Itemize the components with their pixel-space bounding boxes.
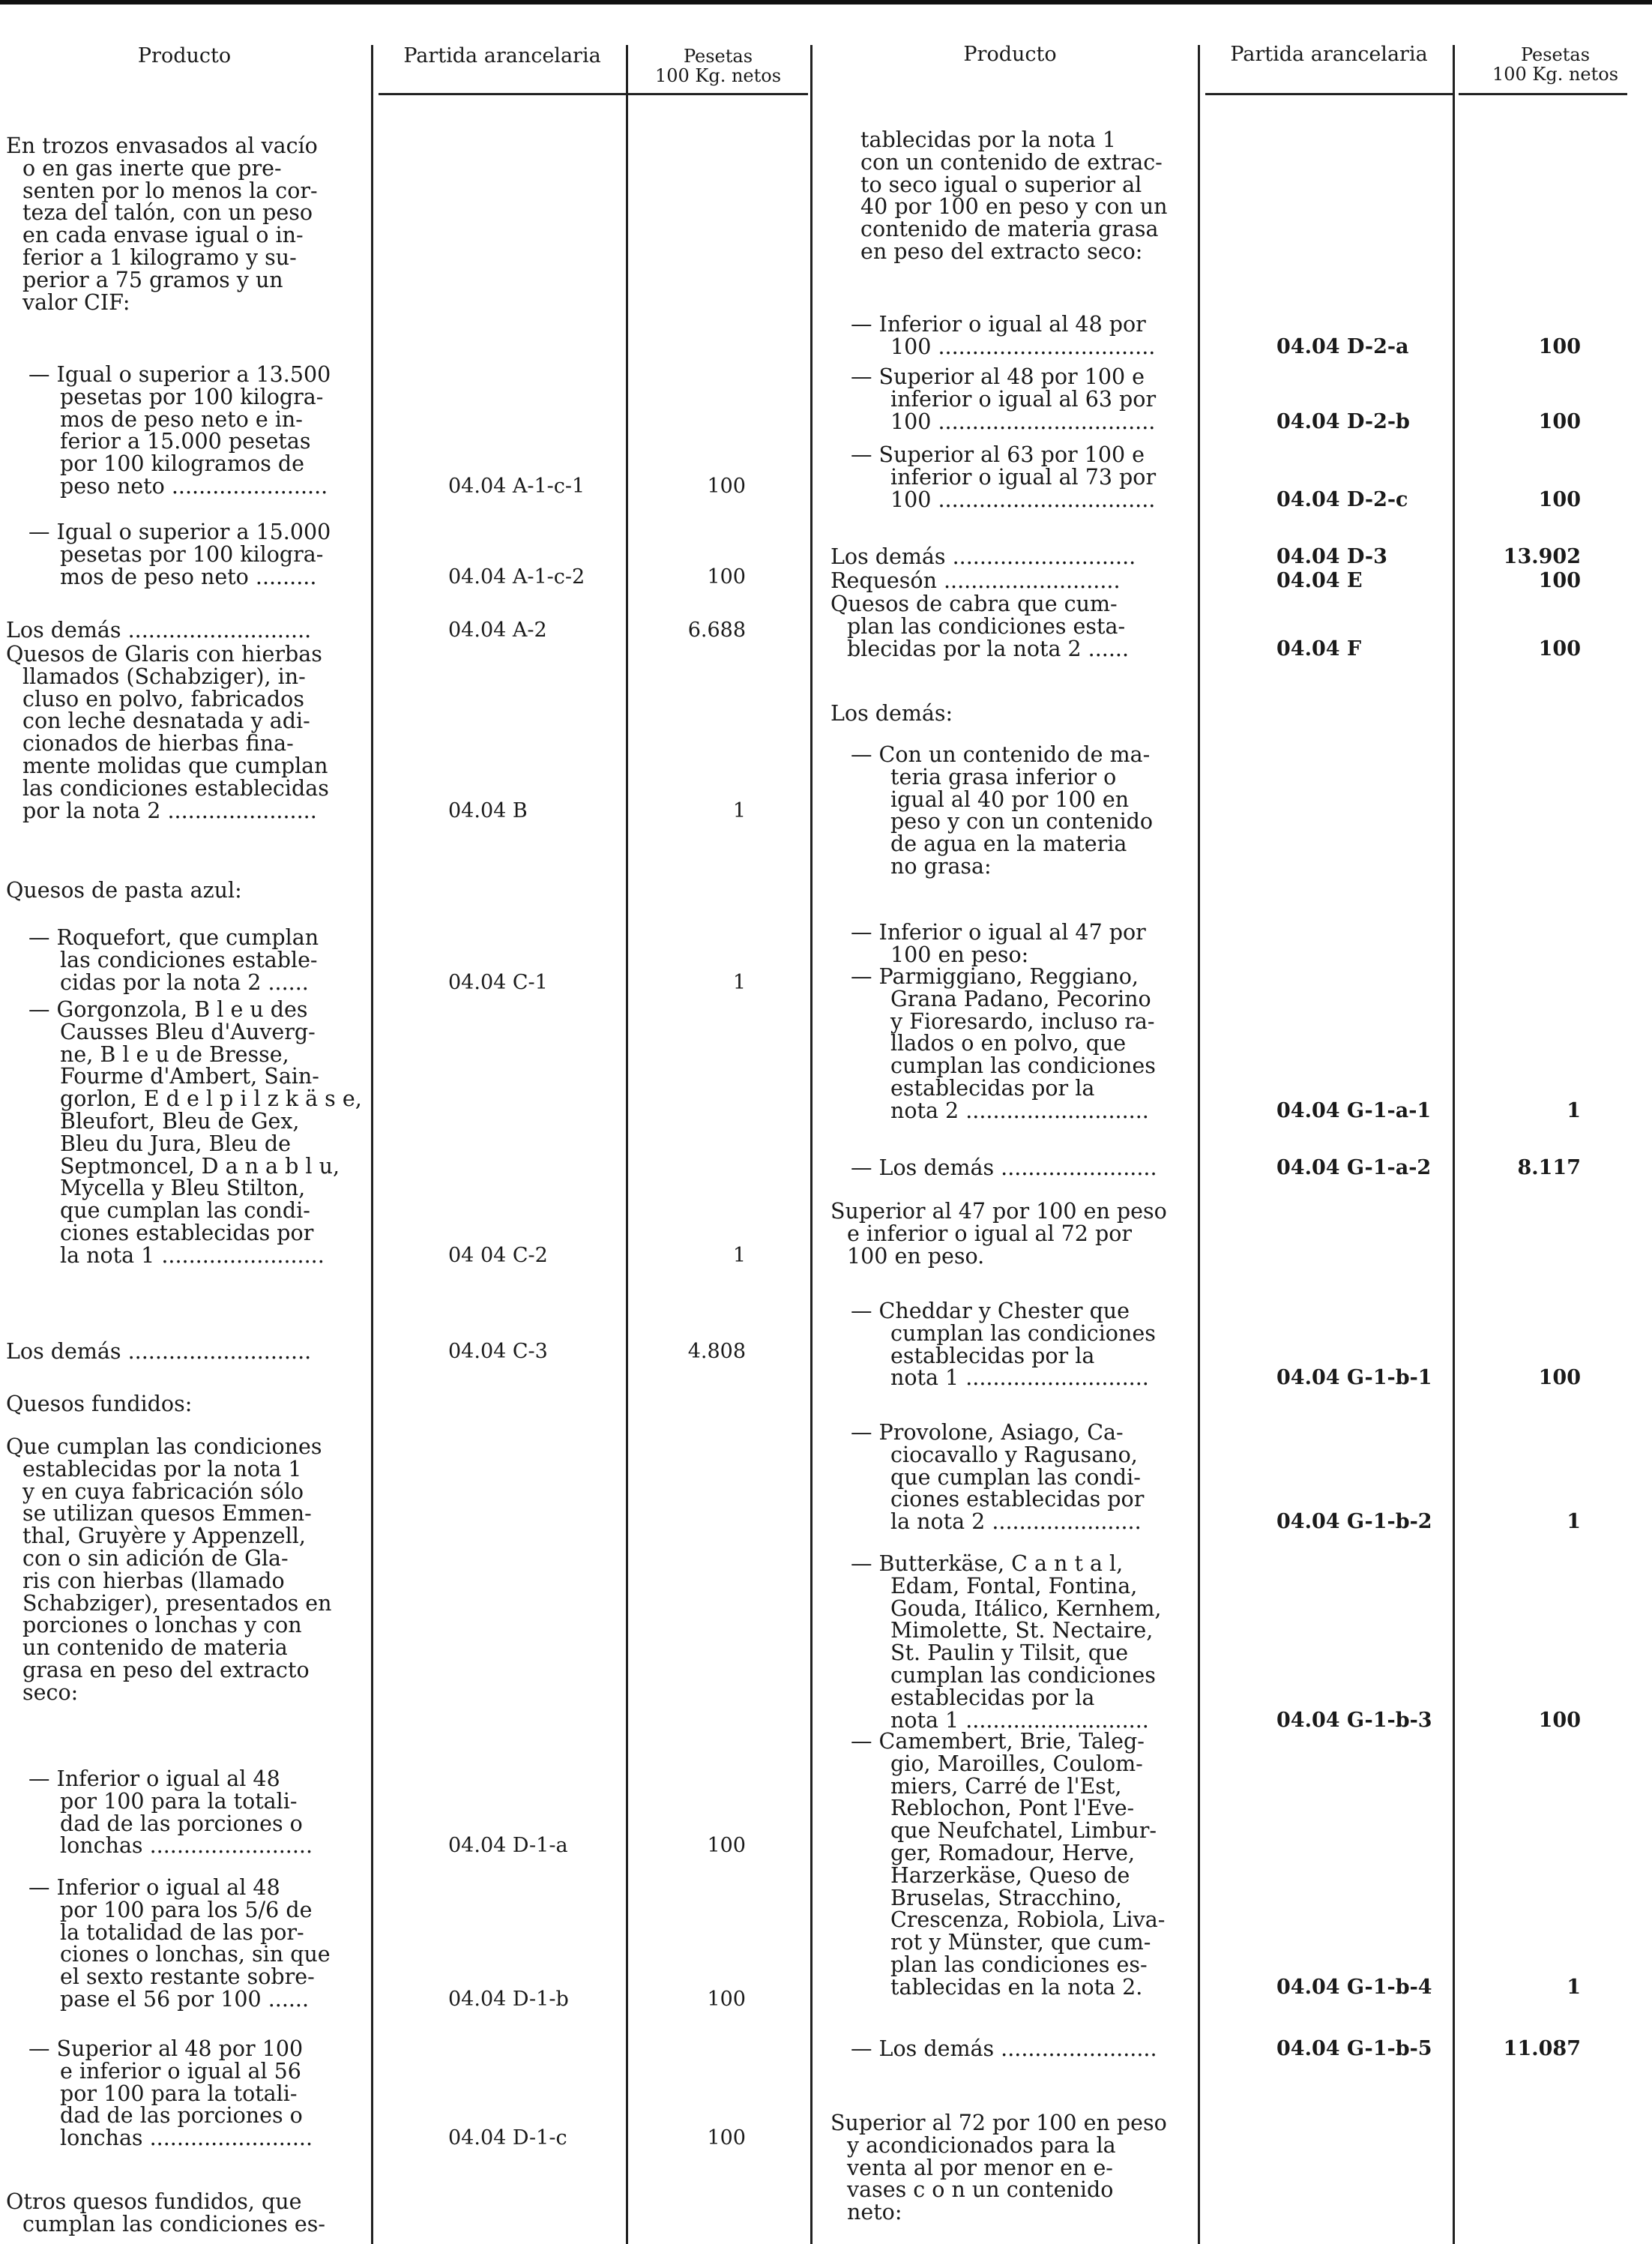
left-tariff-code: 04.04 A-1-c-2 [448, 565, 585, 589]
right-tariff-code: 04.04 G-1-b-1 [1276, 1366, 1432, 1390]
header-producto-left: Producto [137, 44, 232, 67]
left-entry-line: dad de las porciones o [60, 1811, 303, 1836]
left-entry-line: — Roquefort, que cumplan [28, 925, 319, 950]
right-entry-line: — Parmiggiano, Reggiano, [851, 964, 1139, 989]
column-divider [626, 45, 628, 2244]
right-pesetas-value: 100 [1538, 1366, 1581, 1390]
right-entry-line: to seco igual o superior al [860, 172, 1142, 197]
left-entry-line: peso neto ....................... [60, 474, 328, 499]
left-entry-line: ne, B l e u de Bresse, [60, 1041, 289, 1067]
right-entry-line: la nota 2 ...................... [890, 1509, 1142, 1535]
left-entry-line: porciones o lonchas y con [22, 1613, 302, 1638]
right-entry-line: cumplan las condiciones [890, 1663, 1156, 1688]
right-pesetas-value: 100 [1538, 334, 1581, 358]
right-tariff-code: 04.04 G-1-b-4 [1276, 1975, 1432, 1999]
right-entry-line: igual al 40 por 100 en [890, 786, 1130, 812]
left-entry-line: Otros quesos fundidos, que [6, 2189, 302, 2214]
right-entry-line: contenido de materia grasa [860, 217, 1159, 242]
left-pesetas-value: 6.688 [687, 619, 746, 642]
right-entry-line: plan las condiciones es- [890, 1952, 1148, 1977]
right-entry-line: Gouda, Itálico, Kernhem, [890, 1595, 1162, 1621]
top-rule [0, 0, 1652, 4]
right-entry-line: cumplan las condiciones [890, 1053, 1156, 1079]
left-entry-line: Mycella y Bleu Stilton, [60, 1176, 306, 1201]
right-tariff-code: 04.04 G-1-a-2 [1276, 1156, 1432, 1179]
left-entry-line: perior a 75 gramos y un [22, 267, 283, 292]
left-pesetas-value: 100 [707, 565, 746, 589]
right-entry-line: — Los demás ....................... [851, 2036, 1157, 2061]
right-tariff-code: 04.04 G-1-b-5 [1276, 2037, 1432, 2060]
left-pesetas-value: 1 [732, 1243, 746, 1267]
right-entry-line: 100 ................................ [890, 409, 1156, 434]
right-tariff-code: 04.04 E [1276, 569, 1363, 592]
right-entry-line: — Inferior o igual al 47 por [851, 920, 1146, 945]
right-entry-line: vases c o n un contenido [847, 2177, 1114, 2203]
left-entry-line: gorlon, E d e l p i l z k ä s e, [60, 1086, 362, 1112]
right-entry-line: Los demás ........................... [830, 544, 1136, 569]
right-entry-line: blecidas por la nota 2 ...... [847, 636, 1130, 661]
right-entry-line: — Butterkäse, C a n t a l, [851, 1551, 1124, 1576]
left-entry-line: cumplan las condiciones es- [22, 2211, 325, 2237]
left-entry-line: las condiciones establecidas [22, 775, 329, 801]
right-entry-line: — Inferior o igual al 48 por [851, 312, 1146, 337]
left-entry-line: con o sin adición de Gla- [22, 1546, 289, 1571]
header-rule [1459, 93, 1627, 95]
right-tariff-code: 04.04 D-2-a [1276, 334, 1409, 358]
left-entry-line: la nota 1 ........................ [60, 1242, 325, 1268]
right-entry-line: Mimolette, St. Nectaire, [890, 1618, 1154, 1643]
right-tariff-code: 04.04 G-1-b-3 [1276, 1708, 1432, 1732]
right-pesetas-value: 1 [1567, 1098, 1581, 1122]
right-entry-line: Superior al 47 por 100 en peso [830, 1199, 1167, 1224]
right-entry-line: ciocavallo y Ragusano, [890, 1442, 1138, 1467]
left-tariff-code: 04.04 C-1 [448, 970, 548, 994]
left-entry-line: la totalidad de las por- [60, 1919, 304, 1945]
left-entry-line: que cumplan las condi- [60, 1198, 310, 1224]
left-pesetas-value: 100 [707, 1988, 746, 2011]
header-pesetas-right [1459, 45, 1652, 84]
right-entry-line: nota 1 ........................... [890, 1365, 1149, 1391]
right-entry-line: establecidas por la [890, 1685, 1095, 1710]
left-entry-line: pase el 56 por 100 ...... [60, 1987, 310, 2012]
right-tariff-code: 04.04 G-1-b-2 [1276, 1510, 1432, 1534]
left-tariff-code: 04.04 B [448, 798, 528, 822]
right-tariff-code: 04.04 D-2-c [1276, 487, 1408, 511]
left-entry-line: o en gas inerte que pre- [22, 155, 282, 181]
left-pesetas-value: 100 [707, 475, 746, 498]
header-partida-right: Partida arancelaria [1230, 43, 1428, 66]
left-tariff-code: 04 04 C-2 [448, 1243, 548, 1267]
right-entry-line: y Fioresardo, incluso ra- [890, 1008, 1155, 1034]
right-tariff-code: 04.04 F [1276, 637, 1362, 661]
left-entry-line: Quesos de pasta azul: [6, 878, 242, 903]
left-entry-line: Quesos fundidos: [6, 1392, 193, 1416]
right-pesetas-value: 8.117 [1517, 1156, 1581, 1179]
left-entry-line: Que cumplan las condiciones [6, 1434, 322, 1459]
right-entry-line: neto: [847, 2200, 902, 2225]
column-divider [1198, 45, 1200, 2244]
left-entry-line: cidas por la nota 2 ...... [60, 969, 309, 995]
left-tariff-code: 04.04 D-1-c [448, 2126, 567, 2150]
right-pesetas-value: 11.087 [1503, 2037, 1581, 2060]
left-entry-line: se utilizan quesos Emmen- [22, 1501, 312, 1526]
right-entry-line: nota 1 ........................... [890, 1707, 1149, 1733]
left-entry-line: un contenido de materia [22, 1635, 288, 1661]
header-pesetas-line1: Pesetas [683, 46, 753, 67]
left-tariff-code: 04.04 A-2 [448, 619, 547, 642]
header-pesetas-line2: 100 Kg. netos [1492, 64, 1619, 85]
right-entry-line: cumplan las condiciones [890, 1320, 1156, 1346]
right-entry-line: — Camembert, Brie, Taleg- [851, 1729, 1145, 1754]
right-pesetas-value: 13.902 [1503, 545, 1581, 568]
left-entry-line: cluso en polvo, fabricados [22, 686, 304, 712]
right-entry-line: Reblochon, Pont l'Eve- [890, 1796, 1135, 1821]
left-entry-line: Los demás ........................... [6, 618, 312, 643]
right-entry-line: Grana Padano, Pecorino [890, 986, 1151, 1011]
right-entry-line: venta al por menor en e- [847, 2155, 1113, 2180]
right-tariff-code: 04.04 G-1-a-1 [1276, 1098, 1432, 1122]
right-entry-line: St. Paulin y Tilsit, que [890, 1640, 1129, 1666]
left-pesetas-value: 100 [707, 2126, 746, 2150]
right-entry-line: Bruselas, Stracchino, [890, 1885, 1122, 1910]
right-entry-line: — Provolone, Asiago, Ca- [851, 1420, 1124, 1445]
right-entry-line: — Superior al 48 por 100 e [851, 364, 1145, 389]
column-divider [371, 45, 373, 2244]
right-entry-line: Quesos de cabra que cum- [830, 592, 1118, 616]
left-entry-line: por 100 kilogramos de [60, 451, 305, 477]
left-entry-line: lonchas ........................ [60, 2126, 313, 2151]
right-entry-line: inferior o igual al 73 por [890, 464, 1157, 490]
header-pesetas-left [628, 46, 808, 85]
header-rule [379, 93, 626, 95]
right-entry-line: llados o en polvo, que [890, 1031, 1127, 1056]
left-entry-line: Bleu du Jura, Bleu de [60, 1131, 291, 1156]
left-tariff-code: 04.04 D-1-b [448, 1988, 569, 2011]
right-entry-line: de agua en la materia [890, 831, 1127, 857]
left-entry-line: senten por lo menos la cor- [22, 178, 318, 203]
right-entry-line: establecidas por la [890, 1343, 1095, 1368]
left-entry-line: cionados de hierbas fina- [22, 731, 294, 756]
left-entry-line: por 100 para la totali- [60, 1788, 298, 1814]
left-entry-line: seco: [22, 1679, 79, 1705]
left-entry-line: Los demás ........................... [6, 1339, 312, 1364]
right-entry-line: 100 ................................ [890, 487, 1156, 512]
right-pesetas-value: 100 [1538, 409, 1581, 433]
right-tariff-code: 04.04 D-3 [1276, 545, 1387, 568]
right-entry-line: — Superior al 63 por 100 e [851, 442, 1145, 467]
right-tariff-code: 04.04 D-2-b [1276, 409, 1410, 433]
right-entry-line: 40 por 100 en peso y con un [860, 194, 1168, 220]
left-pesetas-value: 1 [732, 970, 746, 994]
right-pesetas-value: 100 [1538, 637, 1581, 661]
left-entry-line: en cada envase igual o in- [22, 223, 304, 248]
left-entry-line: grasa en peso del extracto [22, 1658, 310, 1682]
left-entry-line: valor CIF: [22, 289, 130, 315]
left-entry-line: por la nota 2 ...................... [22, 798, 317, 823]
right-entry-line: — Los demás ....................... [851, 1155, 1157, 1180]
left-entry-line: mente molidas que cumplan [22, 753, 328, 778]
right-entry-line: — Cheddar y Chester que [851, 1299, 1130, 1323]
left-tariff-code: 04.04 C-3 [448, 1340, 548, 1363]
left-entry-line: por 100 para la totali- [60, 2081, 298, 2106]
column-divider [810, 45, 813, 2244]
column-divider [1453, 45, 1455, 2244]
right-entry-line: gio, Maroilles, Coulom- [890, 1751, 1143, 1776]
right-entry-line: e inferior o igual al 72 por [847, 1221, 1133, 1246]
left-entry-line: mos de peso neto e in- [60, 406, 303, 432]
right-entry-line: 100 en peso. [847, 1243, 985, 1269]
left-entry-line: En trozos envasados al vacío [6, 133, 318, 158]
right-entry-line: — Con un contenido de ma- [851, 742, 1151, 767]
right-entry-line: rot y Münster, que cum- [890, 1930, 1151, 1955]
right-entry-line: Harzerkäse, Queso de [890, 1862, 1130, 1888]
left-entry-line: ris con hierbas (llamado [22, 1568, 285, 1593]
right-entry-line: tablecidas en la nota 2. [890, 1974, 1143, 2000]
header-rule [628, 93, 808, 95]
left-entry-line: establecidas por la nota 1 [22, 1456, 302, 1482]
left-entry-line: ferior a 15.000 pesetas [60, 429, 311, 454]
left-entry-line: por 100 para los 5/6 de [60, 1897, 313, 1922]
left-entry-line: ciones o lonchas, sin que [60, 1942, 331, 1967]
right-entry-line: nota 2 ........................... [890, 1098, 1149, 1123]
right-entry-line: ger, Romadour, Herve, [890, 1841, 1136, 1865]
header-producto-right: Producto [963, 43, 1057, 66]
right-entry-line: establecidas por la [890, 1076, 1095, 1101]
right-pesetas-value: 1 [1567, 1510, 1581, 1534]
left-tariff-code: 04.04 A-1-c-1 [448, 475, 585, 498]
header-pesetas-line1: Pesetas [1520, 44, 1591, 65]
left-entry-line: pesetas por 100 kilogra- [60, 541, 324, 567]
right-entry-line: Los demás: [830, 701, 953, 726]
header-pesetas-line2: 100 Kg. netos [654, 65, 782, 86]
left-entry-line: — Igual o superior a 13.500 [28, 362, 331, 387]
left-entry-line: — Igual o superior a 15.000 [28, 520, 331, 544]
right-entry-line: 100 ................................ [890, 334, 1156, 359]
left-entry-line: pesetas por 100 kilogra- [60, 384, 324, 409]
left-entry-line: llamados (Schabziger), in- [22, 664, 306, 689]
left-entry-line: Septmoncel, D a n a b l u, [60, 1153, 340, 1179]
left-entry-line: e inferior o igual al 56 [60, 2058, 301, 2084]
right-entry-line: que Neufchatel, Limbur- [890, 1818, 1157, 1844]
left-tariff-code: 04.04 D-1-a [448, 1834, 568, 1858]
left-entry-line: Bleufort, Bleu de Gex, [60, 1109, 300, 1134]
right-entry-line: teria grasa inferior o [890, 764, 1117, 789]
left-entry-line: ferior a 1 kilogramo y su- [22, 245, 297, 270]
right-pesetas-value: 100 [1538, 487, 1581, 511]
right-entry-line: Crescenza, Robiola, Liva- [890, 1907, 1166, 1933]
header-rule [1205, 93, 1453, 95]
right-pesetas-value: 1 [1567, 1975, 1581, 1999]
left-entry-line: y en cuya fabricación sólo [22, 1479, 304, 1504]
right-entry-line: tablecidas por la nota 1 [860, 127, 1117, 152]
left-pesetas-value: 100 [707, 1834, 746, 1858]
left-entry-line: Schabziger), presentados en [22, 1590, 332, 1616]
right-entry-line: plan las condiciones esta- [847, 613, 1126, 639]
left-entry-line: Causses Bleu d'Auverg- [60, 1019, 316, 1044]
right-entry-line: miers, Carré de l'Est, [890, 1773, 1122, 1799]
left-entry-line: con leche desnatada y adi- [22, 709, 310, 734]
right-pesetas-value: 100 [1538, 569, 1581, 592]
left-entry-line: teza del talón, con un peso [22, 200, 313, 226]
left-entry-line: mos de peso neto ......... [60, 564, 317, 589]
right-entry-line: con un contenido de extrac- [860, 149, 1163, 175]
right-entry-line: no grasa: [890, 854, 992, 879]
left-entry-line: lonchas ........................ [60, 1833, 313, 1859]
right-entry-line: Edam, Fontal, Fontina, [890, 1573, 1138, 1598]
right-entry-line: ciones establecidas por [890, 1487, 1145, 1512]
left-entry-line: ciones establecidas por [60, 1221, 314, 1245]
right-entry-line: peso y con un contenido [890, 809, 1154, 834]
right-entry-line: 100 en peso: [890, 942, 1029, 967]
right-entry-line: y acondicionados para la [847, 2132, 1116, 2158]
left-entry-line: las condiciones estable- [60, 947, 318, 972]
right-entry-line: Superior al 72 por 100 en peso [830, 2111, 1167, 2135]
right-entry-line: Requesón .......................... [830, 568, 1121, 593]
left-entry-line: thal, Gruyère y Appenzell, [22, 1523, 306, 1549]
left-entry-line: dad de las porciones o [60, 2103, 303, 2129]
left-entry-line: — Inferior o igual al 48 [28, 1875, 280, 1900]
left-entry-line: el sexto restante sobre- [60, 1964, 315, 1990]
left-entry-line: Quesos de Glaris con hierbas [6, 642, 322, 667]
right-entry-line: que cumplan las condi- [890, 1464, 1141, 1490]
left-pesetas-value: 4.808 [687, 1340, 746, 1363]
left-pesetas-value: 1 [732, 798, 746, 822]
right-entry-line: en peso del extracto seco: [860, 239, 1143, 264]
left-entry-line: — Superior al 48 por 100 [28, 2036, 304, 2061]
right-pesetas-value: 100 [1538, 1708, 1581, 1732]
left-entry-line: Fourme d'Ambert, Sain- [60, 1064, 319, 1089]
right-entry-line: inferior o igual al 63 por [890, 386, 1157, 412]
left-entry-line: — Inferior o igual al 48 [28, 1766, 280, 1791]
left-entry-line: — Gorgonzola, B l e u des [28, 997, 308, 1022]
header-partida-left: Partida arancelaria [403, 44, 601, 67]
